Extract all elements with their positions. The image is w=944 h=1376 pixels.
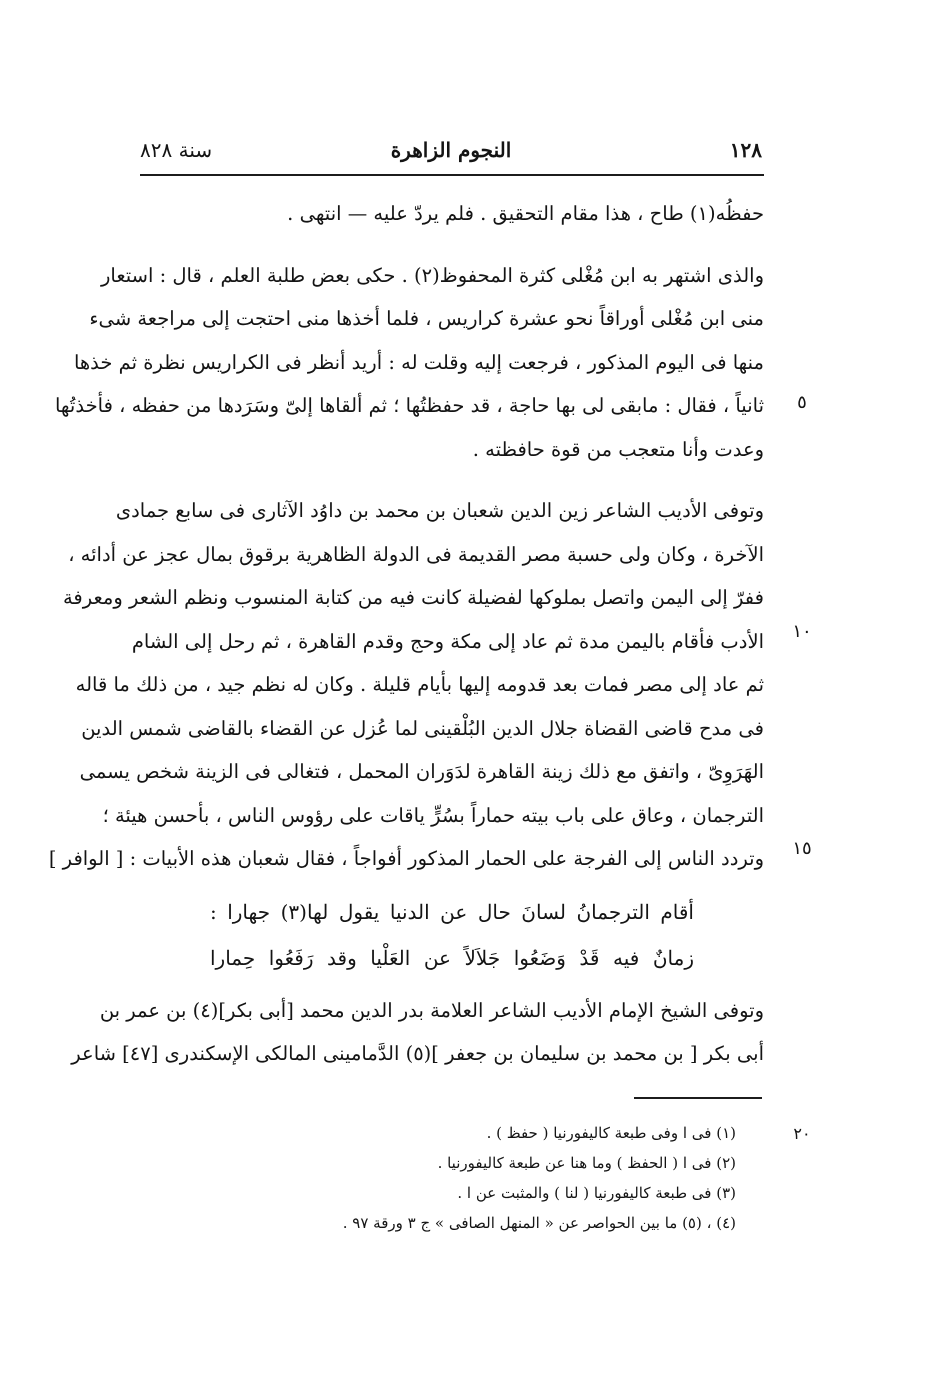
- text-line: ففرّ إلى اليمن واتصل بملوكها لفضيلة كانت فيه من كتابة المنسوب ونظم الشعر ومعرفة: [62, 586, 764, 609]
- text-line: الهَرَوِىّ ، واتفق مع ذلك زينة القاهرة لدَوَران المحمل ، فتغالى فى الزينة شخص يسمى: [79, 760, 764, 783]
- year-label: سنة ٨٢٨: [140, 138, 213, 162]
- text-line: والذى اشتهر به ابن مُغْلى كثرة المحفوظ(٢) . حكى بعض طلبة العلم ، قال : استعار: [100, 263, 764, 287]
- page-number: ١٢٨: [729, 138, 762, 162]
- running-header: [140, 138, 762, 170]
- poem-verse: زمانٌ فيه قَدْ وَضَعُوا جَلاَلاً عن العَلْيا وقد رَفَعُوا حِمارا: [210, 945, 694, 970]
- text-line: الآخرة ، وكان ولى حسبة مصر القديمة فى الدولة الظاهرية برقوق بمال عجز عن أدائه ،: [68, 542, 764, 566]
- text-line: ثانياً ، فقال : مابقى لى بها حاجة ، قد حفظتُها ؛ ثم ألقاها إلىّ وسَرَدها من حفظه ، فأخذتُها: [54, 394, 764, 417]
- footnote: (٢) فى ا ( الحفظ ) وما هنا عن طبعة كاليفورنيا .: [437, 1154, 736, 1172]
- body-text: [48, 192, 764, 1076]
- text-line: الأدب فأقام باليمن مدة ثم عاد إلى مكة وحج وقدم القاهرة ، ثم رحل إلى الشام: [131, 629, 764, 653]
- text-line: أبى بكر [ بن محمد بن سليمان بن جعفر ](٥) الدَّمامينى المالكى الإسكندرى [٤٧] شاعر: [71, 1042, 764, 1065]
- text-line: وعدت وأنا متعجب من قوة حافظته .: [472, 437, 764, 461]
- text-line: فى مدح قاضى القضاة جلال الدين البُلْقينى لما عُزل عن القضاء بالقاضى شمس الدين: [81, 716, 764, 740]
- margin-line-number: ٢٠: [793, 1124, 811, 1143]
- text-line: الترجمان ، وعاق على باب بيته حماراً بسُرٍّ ياقات على رؤوس الناس ، بأحسن هيئة ؛: [102, 803, 764, 827]
- margin-line-number: ١٠: [792, 621, 812, 642]
- footnote: (٣) فى طبعة كاليفورنيا ( لنا ) والمثبت عن ا .: [457, 1184, 736, 1202]
- margin-line-number: ١٥: [792, 838, 812, 859]
- text-line: ثم عاد إلى مصر فمات بعد قدومه إليها بأيام قليلة . وكان له نظم جيد ، من ذلك ما قاله: [75, 673, 764, 696]
- text-line: وتردد الناس إلى الفرجة على الحمار المذكور أفواجاً ، فقال شعبان هذه الأبيات : [ الوافر ]: [48, 847, 764, 870]
- footnote: (١) فى ا وفى طبعة كاليفورنيا ( حفظ ) .: [486, 1124, 736, 1142]
- text-line: منها فى اليوم المذكور ، فرجعت إليه وقلت له : أريد أنظر فى الكراريس نظرة ثم خذها: [73, 350, 764, 374]
- text-line: منى ابن مُغْلى أوراقاً نحو عشرة كراريس ، فلما أخذها منى احتجت إلى مراجعة شىء: [89, 307, 764, 330]
- text-line: حفظُه(١) طاح ، هذا مقام التحقيق . فلم يردّ عليه — انتهى .: [287, 202, 764, 225]
- footnote-rule: [634, 1097, 762, 1099]
- text-line: وتوفى الأديب الشاعر زين الدين شعبان بن محمد بن داوُد الآثارى فى سابع جمادى: [115, 499, 764, 522]
- text-line: وتوفى الشيخ الإمام الأديب الشاعر العلامة بدر الدين محمد [أبى بكر](٤) بن عمر بن: [99, 998, 764, 1022]
- poem-verse: أقام الترجمانُ لسانَ حال عن الدنيا يقول لها(٣) جهارا :: [210, 899, 694, 924]
- footnote: (٤) ، (٥) ما بين الحواصر عن « المنهل الصافى » ج ٣ ورقة ٩٧ .: [342, 1214, 736, 1232]
- margin-line-number: ٥: [797, 392, 807, 413]
- footnotes: [160, 1118, 736, 1238]
- book-title: النجوم الزاهرة: [390, 138, 512, 162]
- header-rule: [140, 174, 764, 176]
